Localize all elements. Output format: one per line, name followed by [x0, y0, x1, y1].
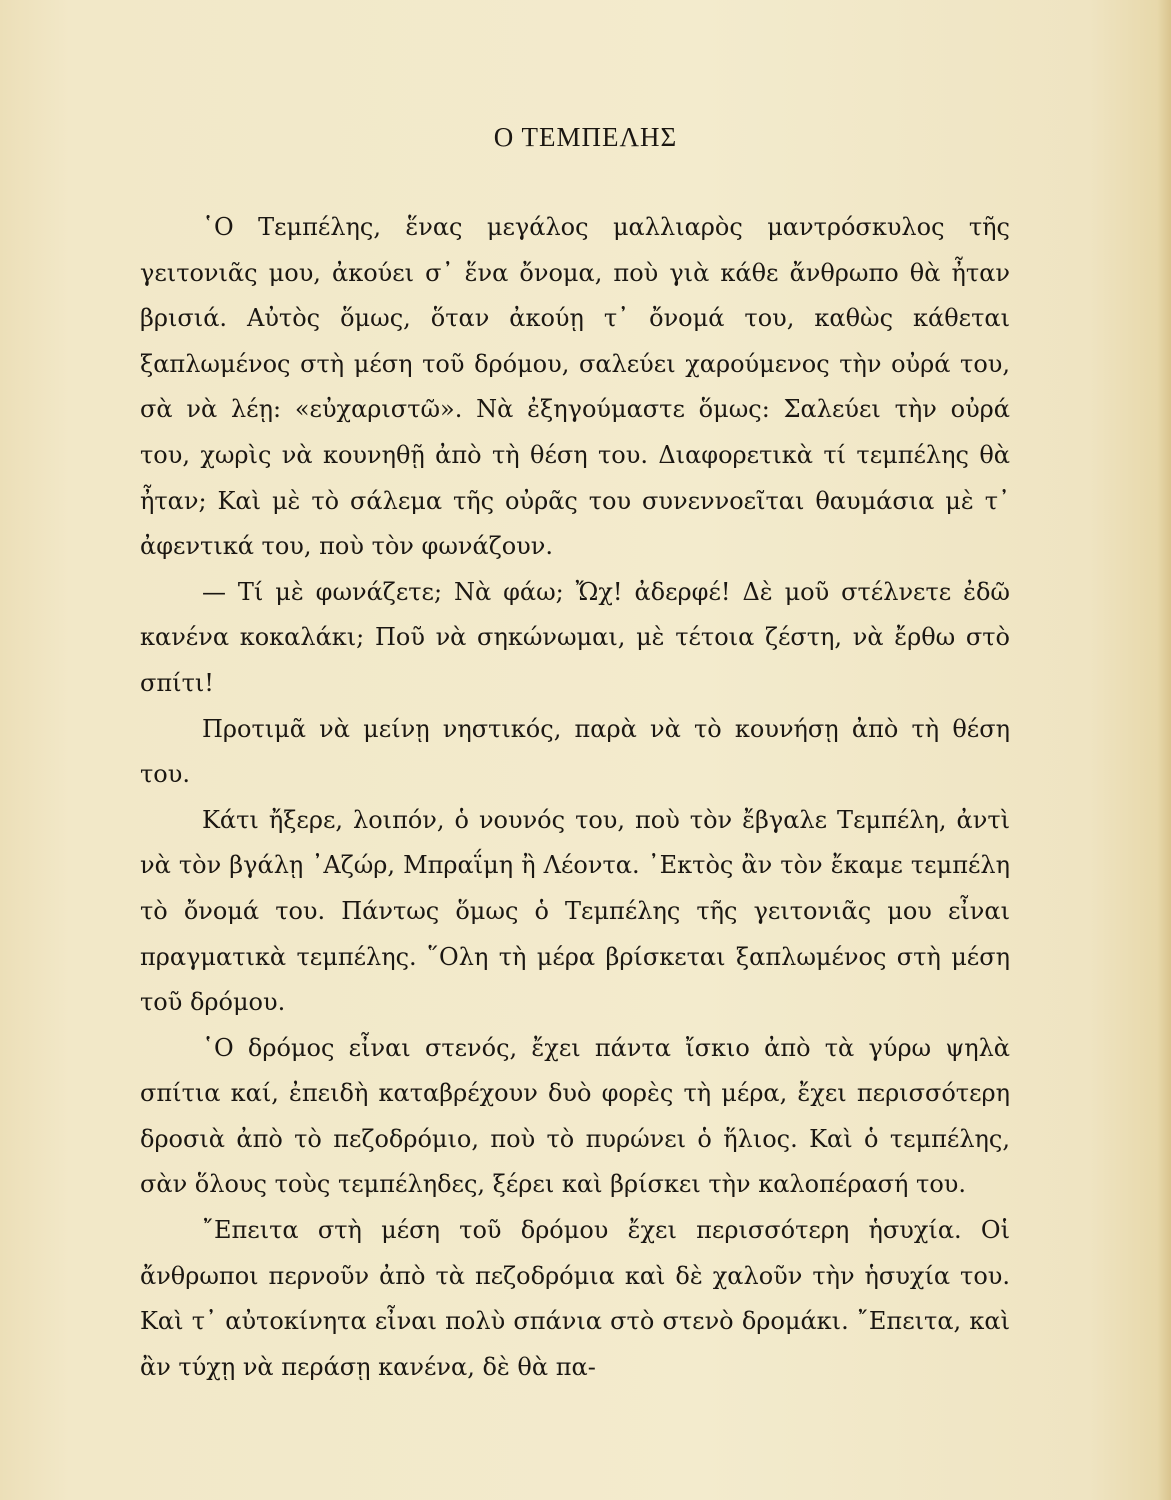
page-edge — [1157, 0, 1171, 1500]
paragraph: Προτιμᾶ νὰ μείνῃ νηστικός, παρὰ νὰ τὸ κουνήσῃ ἀπὸ τὴ θέση του. — [140, 714, 1010, 789]
paragraph: — Τί μὲ φωνάζετε; Νὰ φάω; Ὤχ! ἀδερφέ! Δὲ μοῦ στέλνετε ἐδῶ κανένα κοκαλάκι; Ποῦ νὰ σηκώνωμαι, μὲ τέτοια ζέστη, νὰ ἔρθω στὸ σπίτι! — [140, 577, 1010, 697]
paragraph: ῾Ο Τεμπέλης, ἕνας μεγάλος μαλλιαρὸς μαντρόσκυλος τῆς γειτονιᾶς μου, ἀκούει σ᾿ ἕνα ὄνομα, ποὺ γιὰ κάθε ἄνθρωπο θὰ ἦταν βρισιά. Αὐτὸς ὅμως, ὅταν ἀκούῃ τ᾿ ὄνομά του, καθὼς κάθεται ξαπλωμένος στὴ μέση τοῦ δρόμου, σαλεύει χαρούμενος τὴν οὐρά του, σὰ νὰ λέῃ: «εὐχαριστῶ». Νὰ ἐξηγούμαστε ὅμως: Σαλεύει τὴν οὐρά του, χωρὶς νὰ κουνηθῇ ἀπὸ τὴ θέση του. Διαφορετικὰ τί τεμπέλης θὰ ἦταν; Καὶ μὲ τὸ σάλεμα τῆς οὐρᾶς του συνεννοεῖται θαυμάσια μὲ τ᾿ ἀφεντικά του, ποὺ τὸν φωνάζουν. — [140, 213, 1010, 561]
paragraph: ῎Επειτα στὴ μέση τοῦ δρόμου ἔχει περισσότερη ἡσυχία. Οἱ ἄνθρωποι περνοῦν ἀπὸ τὰ πεζοδρόμια καὶ δὲ χαλοῦν τὴν ἡσυχία του. Καὶ τ᾿ αὐτοκίνητα εἶναι πολὺ σπάνια στὸ στενὸ δρομάκι. ῎Επειτα, καὶ ἂν τύχῃ νὰ περάσῃ κανένα, δὲ θὰ πα- — [140, 1216, 1010, 1381]
paragraph: Κάτι ἤξερε, λοιπόν, ὁ νουνός του, ποὺ τὸν ἔβγαλε Τεμπέλη, ἀντὶ νὰ τὸν βγάλῃ ᾿Αζώρ, Μπραΐμη ἢ Λέοντα. ᾿Εκτὸς ἂν τὸν ἔκαμε τεμπέλη τὸ ὄνομά του. Πάντως ὅμως ὁ Τεμπέλης τῆς γειτονιᾶς μου εἶναι πραγματικὰ τεμπέλης. ῞Ολη τὴ μέρα βρίσκεται ξαπλωμένος στὴ μέση τοῦ δρόμου. — [140, 805, 1010, 1017]
body-text — [140, 205, 1010, 1390]
paragraph: ῾Ο δρόμος εἶναι στενός, ἔχει πάντα ἴσκιο ἀπὸ τὰ γύρω ψηλὰ σπίτια καί, ἐπειδὴ καταβρέχουν δυὸ φορὲς τὴ μέρα, ἔχει περισσότερη δροσιὰ ἀπὸ τὸ πεζοδρόμιο, ποὺ τὸ πυρώνει ὁ ἥλιος. Καὶ ὁ τεμπέλης, σὰν ὅλους τοὺς τεμπέληδες, ξέρει καὶ βρίσκει τὴν καλοπέρασή του. — [140, 1033, 1010, 1199]
chapter-title: Ο ΤΕΜΠΕΛΗΣ — [493, 122, 678, 152]
